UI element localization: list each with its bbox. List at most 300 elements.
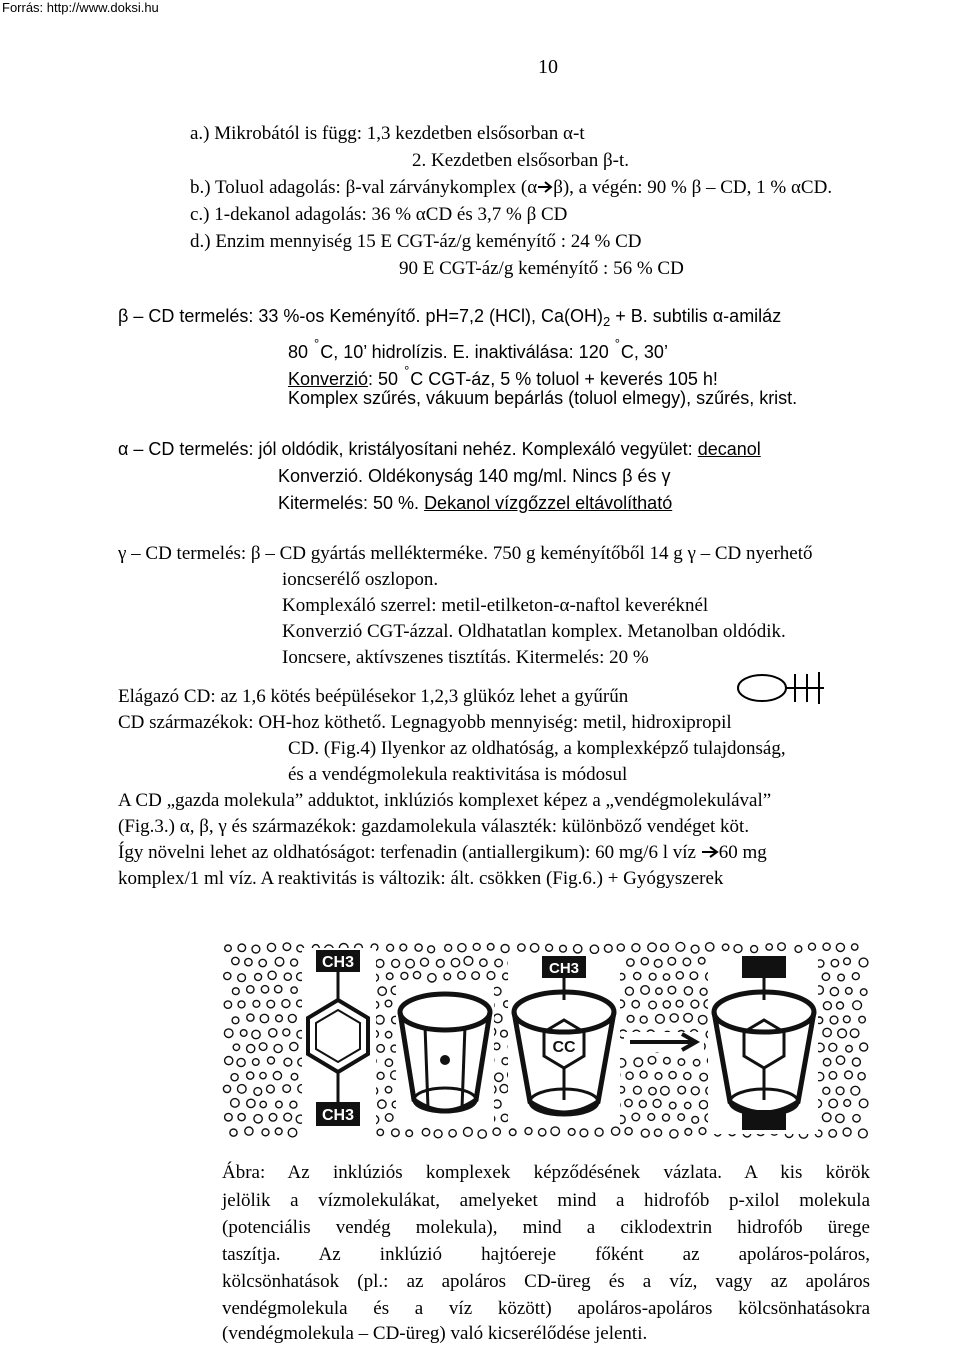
water-molecule <box>231 1074 238 1081</box>
water-molecule <box>844 958 851 965</box>
water-molecule <box>288 1128 297 1137</box>
water-molecule <box>387 944 394 951</box>
water-molecule <box>634 972 641 979</box>
water-molecule <box>853 1001 862 1010</box>
water-molecule <box>275 985 282 992</box>
water-molecule <box>641 1129 649 1137</box>
water-molecule <box>225 945 232 952</box>
water-molecule <box>376 959 384 967</box>
water-molecule <box>451 958 459 966</box>
water-molecule <box>649 1087 656 1094</box>
water-molecule <box>501 945 509 953</box>
water-molecule <box>378 1100 386 1108</box>
water-molecule <box>829 1099 838 1108</box>
water-molecule <box>493 1128 500 1135</box>
caption-line: (vendégmolekula – CD-üreg) való kicserélődése jelenti. <box>222 1323 648 1344</box>
water-molecule <box>823 1059 830 1066</box>
water-molecule <box>501 1114 508 1121</box>
text-line: 2. Kezdetben elsősorban β-t. <box>412 150 630 171</box>
water-molecule <box>501 1030 508 1037</box>
water-molecule <box>669 1072 676 1079</box>
water-molecule <box>655 1073 662 1080</box>
water-molecule <box>238 1001 245 1008</box>
water-molecule <box>288 1014 296 1022</box>
water-molecule <box>500 1085 508 1093</box>
water-molecule <box>436 960 444 968</box>
arrow-right-icon <box>701 843 719 857</box>
water-molecule <box>530 944 538 952</box>
water-molecule <box>698 958 705 965</box>
water-molecule <box>551 1127 560 1136</box>
water-molecule <box>458 972 466 980</box>
text-line: Konverzió. Oldékonyság 140 mg/ml. Nincs β és γ <box>278 466 671 486</box>
water-molecule <box>668 957 676 965</box>
water-molecule <box>809 943 816 950</box>
text-line <box>288 360 718 390</box>
water-molecule <box>267 1085 275 1093</box>
water-molecule <box>678 1086 686 1094</box>
text-segment: Dekanol vízgőzzel eltávolítható <box>424 493 673 513</box>
water-molecule <box>656 1015 665 1024</box>
water-molecule <box>415 944 422 951</box>
text-segment: α – CD termelés: jól oldódik, kristályosítani nehéz. Komplexáló vegyület: <box>118 439 698 459</box>
water-molecule <box>685 1129 692 1136</box>
text-line: a.) Mikrobától is függ: 1,3 kezdetben elsősorban α-t <box>190 123 585 144</box>
water-molecule <box>632 1001 639 1008</box>
water-molecule <box>829 1130 837 1138</box>
water-molecule <box>684 987 692 995</box>
water-molecule <box>224 1029 233 1038</box>
water-molecule <box>676 1000 683 1007</box>
water-molecule <box>232 988 239 995</box>
water-molecule <box>654 960 662 968</box>
water-molecule <box>268 971 276 979</box>
water-molecule <box>836 943 844 951</box>
caption-line: taszítja. Az inklúzió hajtóereje főként az apoláros-poláros, <box>222 1244 870 1265</box>
p-xylene-molecule <box>302 948 376 1148</box>
water-molecule <box>778 943 786 951</box>
water-molecule <box>421 958 429 966</box>
water-molecule <box>668 986 676 994</box>
water-molecule <box>634 1058 643 1067</box>
text-line <box>288 333 668 363</box>
water-molecule <box>237 1058 245 1066</box>
caption-line: jelölik a vízmolekulákat, amelyeket mind a hidrofób p-xilol molekula <box>222 1190 870 1211</box>
degree-sign: ° <box>314 336 320 351</box>
water-molecule <box>580 1129 588 1137</box>
water-molecule <box>385 1087 391 1093</box>
water-molecule <box>698 1015 707 1024</box>
water-molecule <box>843 1128 851 1136</box>
caption-line: kölcsönhatások (pl.: az apoláros CD-üreg és a víz, vagy az apoláros <box>222 1271 870 1292</box>
water-molecule <box>478 1130 486 1138</box>
water-molecule <box>574 945 582 953</box>
water-molecule <box>493 987 501 995</box>
water-molecule <box>377 1129 383 1135</box>
water-molecule <box>225 1113 233 1121</box>
water-molecule <box>626 1072 633 1079</box>
water-molecule <box>269 1029 277 1037</box>
water-molecule <box>254 1088 262 1096</box>
water-molecule <box>838 1029 847 1038</box>
water-molecule <box>625 1128 632 1135</box>
water-molecule <box>641 958 648 965</box>
water-molecule <box>274 1044 282 1052</box>
water-molecule <box>495 1073 503 1081</box>
text-segment: + B. subtilis α-amiláz <box>610 306 782 326</box>
water-molecule <box>253 1059 260 1066</box>
water-molecule <box>283 1029 290 1036</box>
text-line <box>190 177 832 199</box>
water-molecule <box>663 1114 670 1121</box>
ch3-label: CH3 <box>321 954 355 971</box>
water-molecule <box>706 943 714 951</box>
water-molecule <box>852 1058 860 1066</box>
water-molecule <box>428 946 435 953</box>
water-molecule <box>691 945 699 953</box>
water-molecule <box>595 1128 603 1136</box>
water-molecule <box>273 1072 281 1080</box>
water-molecule <box>846 1045 853 1052</box>
water-molecule <box>838 974 845 981</box>
water-molecule <box>493 1100 501 1108</box>
water-molecule <box>291 959 298 966</box>
inclusion-complex <box>508 954 620 1126</box>
water-molecule <box>795 946 802 953</box>
water-molecule <box>663 974 669 980</box>
water-molecule <box>830 1016 838 1024</box>
water-molecule <box>253 1000 260 1007</box>
water-molecule <box>385 1114 393 1122</box>
water-molecule <box>734 945 742 953</box>
water-molecule <box>247 1014 254 1021</box>
water-molecule <box>632 944 640 952</box>
text-line: A CD „gazda molekula” adduktot, inklúziós komplexet képez a „vendégmolekulával” <box>118 790 772 811</box>
branched-glucose-icon <box>736 668 828 708</box>
water-molecule <box>860 1043 868 1051</box>
water-molecule <box>385 1059 392 1066</box>
water-molecule <box>604 945 612 953</box>
text-line: CD. (Fig.4) Ilyenkor az oldhatóság, a komplexképző tulajdonság, <box>288 738 786 759</box>
text-segment: C CGT-áz, 5 % toluol + keverés 105 h! <box>410 369 718 389</box>
water-molecule <box>290 1043 298 1051</box>
water-molecule <box>860 989 867 996</box>
water-molecule <box>400 944 407 951</box>
water-molecule <box>422 1129 429 1136</box>
text-line <box>278 492 672 514</box>
water-molecule <box>247 1099 255 1107</box>
text-segment: decanol <box>697 439 761 459</box>
water-molecule <box>649 1001 657 1009</box>
text-line <box>118 438 761 460</box>
water-molecule <box>851 1086 860 1095</box>
arrow-right-icon <box>537 178 553 192</box>
water-molecule <box>693 1060 699 1066</box>
water-molecule <box>845 1071 853 1079</box>
water-molecule <box>487 972 495 980</box>
water-molecule <box>225 1057 233 1065</box>
water-molecule <box>247 1072 254 1079</box>
water-molecule <box>458 944 466 952</box>
water-molecule <box>230 1129 237 1136</box>
water-molecule <box>684 1072 691 1079</box>
product-complex <box>708 954 818 1134</box>
water-molecule <box>669 1102 676 1109</box>
water-molecule <box>641 986 650 995</box>
water-molecule <box>283 1085 291 1093</box>
water-molecule <box>224 972 231 979</box>
caption-line: vendégmolekula és a víz között) apoláros-apoláros kölcsönhatásokra <box>222 1298 870 1319</box>
water-molecule <box>546 944 553 951</box>
caption-line: Ábra: Az inklúziós komplexek képződésének vázlata. A kis körök <box>222 1162 870 1183</box>
text-segment: Konverzió <box>288 369 369 389</box>
water-molecule <box>640 1071 647 1078</box>
water-molecule <box>843 1016 850 1023</box>
water-molecule <box>385 1000 392 1007</box>
water-molecule <box>238 944 246 952</box>
page-number: 10 <box>538 56 558 78</box>
text-line: c.) 1-dekanol adagolás: 36 % αCD és 3,7 % β CD <box>190 204 568 225</box>
water-molecule <box>487 944 494 951</box>
water-molecule <box>850 1029 859 1038</box>
water-molecule <box>829 1072 837 1080</box>
water-molecule <box>639 1101 646 1108</box>
water-molecule <box>259 959 266 966</box>
water-molecule <box>378 987 386 995</box>
water-molecule <box>766 944 772 950</box>
water-molecule <box>223 1085 230 1092</box>
water-molecule <box>449 1130 456 1137</box>
water-molecule <box>648 943 657 952</box>
inclusion-diagram <box>222 940 872 1150</box>
cyclodextrin-cavity <box>396 984 494 1124</box>
water-molecule <box>640 1016 647 1023</box>
water-molecule <box>284 1058 292 1066</box>
water-molecule <box>683 958 691 966</box>
water-molecule <box>692 1116 699 1123</box>
water-molecule <box>823 1028 831 1036</box>
text-segment: β – CD termelés: 33 %-os Keményítő. pH=7,2 (HCl), Ca(OH) <box>118 306 603 326</box>
water-molecule <box>634 1086 642 1094</box>
water-molecule <box>846 988 853 995</box>
water-molecule <box>625 1099 632 1106</box>
water-molecule <box>290 1101 297 1108</box>
text-line: CD származékok: OH-hoz köthető. Legnagyobb mennyiség: metil, hidroxipropil <box>118 712 732 733</box>
water-molecule <box>269 1114 277 1122</box>
ch3-label: CH3 <box>321 1107 355 1124</box>
text-line <box>118 842 767 864</box>
text-line: Komplex szűrés, vákuum bepárlás (toluol elmegy), szűrés, krist. <box>288 388 798 408</box>
water-molecule <box>276 1101 283 1108</box>
water-molecule <box>822 1113 831 1122</box>
text-line: Konverzió CGT-ázzal. Oldhatatlan komplex. Metanolban oldódik. <box>282 621 786 642</box>
water-molecule <box>267 1000 275 1008</box>
water-molecule <box>480 959 487 966</box>
water-molecule <box>859 1016 866 1023</box>
water-molecule <box>262 1129 269 1136</box>
water-molecule <box>654 1129 661 1136</box>
water-molecule <box>823 1002 831 1010</box>
water-molecule <box>232 1017 239 1024</box>
water-molecule <box>247 1045 255 1053</box>
water-molecule <box>670 1014 678 1022</box>
water-molecule <box>830 988 838 996</box>
water-molecule <box>518 944 525 951</box>
water-molecule <box>252 945 260 953</box>
water-molecule <box>663 1001 670 1008</box>
water-molecule <box>509 1129 516 1136</box>
text-segment: Így növelni lehet az oldhatóságot: terfenadin (antiallergikum): 60 mg/6 l víz <box>118 842 701 863</box>
degree-sign: ° <box>614 336 620 351</box>
water-molecule <box>434 1130 442 1138</box>
text-line: komplex/1 ml víz. A reaktivitás is változik: ált. csökken (Fig.6.) + Gyógyszerek <box>118 868 724 889</box>
water-molecule <box>245 958 252 965</box>
water-molecule <box>653 1099 661 1107</box>
water-molecule <box>560 945 567 952</box>
text-line: és a vendégmolekula reaktivitása is módosul <box>288 764 628 785</box>
water-molecule <box>444 973 451 980</box>
ch3-label: CH3 <box>548 960 580 977</box>
water-molecule <box>568 1129 575 1136</box>
water-molecule <box>260 1072 266 1078</box>
water-molecule <box>238 1114 245 1121</box>
water-molecule <box>284 973 291 980</box>
text-line: (Fig.3.) α, β, γ és származékok: gazdamolekula választék: különböző vendéget köt. <box>118 816 750 837</box>
inclusion-complex-figure <box>222 940 872 1150</box>
water-molecule <box>525 1128 532 1135</box>
water-molecule <box>428 974 436 982</box>
water-molecule <box>690 972 698 980</box>
water-molecule <box>625 987 633 995</box>
water-molecule <box>691 1087 699 1095</box>
water-molecule <box>240 1030 247 1037</box>
water-molecule <box>648 1114 655 1121</box>
water-molecule <box>627 1015 634 1022</box>
water-molecule <box>401 972 408 979</box>
water-molecule <box>245 1127 253 1135</box>
water-molecule <box>722 944 728 950</box>
text-line: Komplexáló szerrel: metil-etilketon-α-naftol keveréknél <box>282 595 709 616</box>
water-molecule <box>823 1087 830 1094</box>
water-molecule <box>502 1058 509 1065</box>
water-molecule <box>837 1002 844 1009</box>
water-molecule <box>853 1115 860 1122</box>
water-molecule <box>648 1056 656 1064</box>
water-molecule <box>676 942 685 951</box>
water-molecule <box>627 959 634 966</box>
water-molecule <box>232 957 239 964</box>
water-molecule <box>385 1032 391 1038</box>
water-molecule <box>291 1073 298 1080</box>
water-molecule <box>852 973 859 980</box>
water-molecule <box>377 1072 384 1079</box>
water-molecule <box>836 1056 844 1064</box>
water-molecule <box>823 943 830 950</box>
source-header: Forrás: http://www.doksi.hu <box>2 0 159 15</box>
water-molecule <box>836 1114 844 1122</box>
water-molecule <box>678 1059 685 1066</box>
text-line: 90 E CGT-áz/g keményítő : 56 % CD <box>399 258 684 279</box>
water-molecule <box>260 1014 268 1022</box>
water-molecule <box>539 1129 546 1136</box>
cc-label: CC <box>552 1039 576 1056</box>
water-molecule <box>699 1101 707 1109</box>
water-molecule <box>676 972 683 979</box>
text-line: d.) Enzim mennyiség 15 E CGT-áz/g keményítő : 24 % CD <box>190 231 642 252</box>
water-molecule <box>493 1043 500 1050</box>
water-molecule <box>261 986 268 993</box>
water-molecule <box>376 1016 385 1025</box>
text-line: ioncserélő oszlopon. <box>282 569 439 590</box>
water-molecule <box>284 1113 292 1121</box>
water-molecule <box>859 958 868 967</box>
water-molecule <box>275 957 284 966</box>
water-molecule <box>254 1115 262 1123</box>
text-segment: 80 <box>288 342 314 362</box>
water-molecule <box>291 987 297 993</box>
water-molecule <box>255 974 262 981</box>
water-molecule <box>664 1057 671 1064</box>
text-segment: : 50 <box>368 369 404 389</box>
water-molecule <box>684 1013 693 1022</box>
water-molecule <box>700 988 707 995</box>
water-molecule <box>699 1128 706 1135</box>
water-molecule <box>231 1099 240 1108</box>
water-molecule <box>836 1087 844 1095</box>
water-molecule <box>859 1099 868 1108</box>
water-molecule <box>252 1030 260 1038</box>
text-line <box>118 305 781 333</box>
water-molecule <box>844 1100 851 1107</box>
water-molecule <box>685 1102 691 1108</box>
water-molecule <box>464 1128 473 1137</box>
water-molecule <box>472 972 480 980</box>
water-molecule <box>267 943 275 951</box>
water-molecule <box>413 972 420 979</box>
water-molecule <box>392 959 400 967</box>
text-segment: β), a végén: 90 % β – CD, 1 % αCD. <box>553 177 833 198</box>
water-molecule <box>859 1129 868 1138</box>
water-molecule <box>464 957 473 966</box>
text-segment: 60 mg <box>718 842 767 863</box>
water-molecule <box>691 1000 699 1008</box>
water-molecule <box>493 1014 502 1023</box>
reaction-arrow-icon <box>624 1032 704 1052</box>
water-molecule <box>649 973 656 980</box>
water-molecule <box>386 973 393 980</box>
caption-line: (potenciális vendég molekula), mind a ciklodextrin hidrofób ürege <box>222 1217 870 1238</box>
water-molecule <box>275 1128 282 1135</box>
water-molecule <box>259 1043 267 1051</box>
water-molecule <box>406 1130 413 1137</box>
water-molecule <box>612 1127 620 1135</box>
water-molecule <box>233 1044 239 1050</box>
text-line: Ioncsere, aktívszenes tisztítás. Kitermelés: 20 % <box>282 647 649 668</box>
water-molecule <box>751 946 758 953</box>
water-molecule <box>678 1114 685 1121</box>
water-molecule <box>822 973 829 980</box>
water-molecule <box>661 1086 670 1095</box>
water-molecule <box>282 1000 290 1008</box>
water-molecule <box>445 944 452 951</box>
water-molecule <box>268 1057 275 1064</box>
water-molecule <box>632 1113 640 1121</box>
water-molecule <box>283 943 291 951</box>
subscript: 2 <box>603 314 611 329</box>
water-molecule <box>377 1045 385 1053</box>
water-molecule <box>656 988 662 994</box>
degree-sign: ° <box>404 363 410 378</box>
